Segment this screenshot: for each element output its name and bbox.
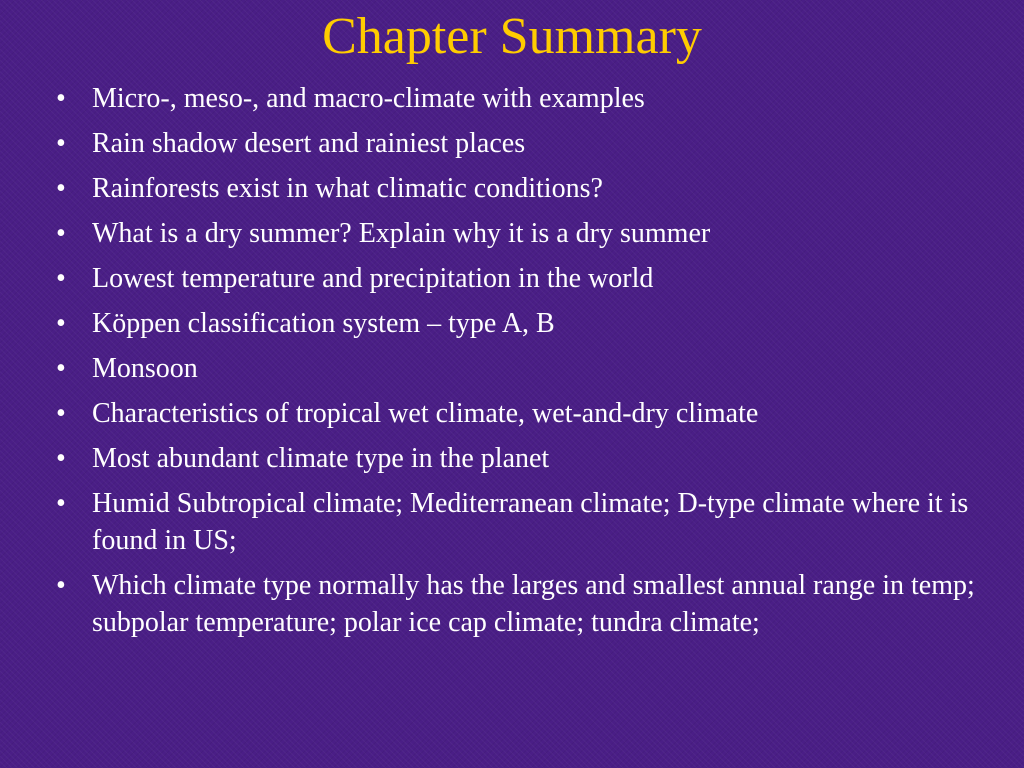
bullet-item xyxy=(56,305,996,342)
bullet-text: Which climate type normally has the larges and smallest annual range in temp; subpolar temperature; polar ice cap climate; tundra climate; xyxy=(92,570,975,638)
bullet-icon: • xyxy=(56,218,66,249)
bullet-text: Monsoon xyxy=(92,353,198,384)
bullet-item xyxy=(56,440,996,477)
bullet-item xyxy=(56,395,996,432)
bullet-item xyxy=(56,567,996,641)
bullet-item xyxy=(56,485,996,559)
bullet-item xyxy=(56,215,996,252)
bullet-text: Rainforests exist in what climatic conditions? xyxy=(92,173,603,204)
slide-title: Chapter Summary xyxy=(322,8,702,65)
bullet-icon: • xyxy=(56,173,66,204)
bullet-item xyxy=(56,80,996,117)
bullet-icon: • xyxy=(56,128,66,159)
bullet-item xyxy=(56,170,996,207)
bullet-icon: • xyxy=(56,83,66,114)
bullet-item xyxy=(56,125,996,162)
bullet-icon: • xyxy=(56,263,66,294)
bullet-icon: • xyxy=(56,353,66,384)
bullet-item xyxy=(56,350,996,387)
bullet-icon: • xyxy=(56,488,66,519)
bullet-item xyxy=(56,260,996,297)
bullet-icon: • xyxy=(56,398,66,429)
bullet-icon: • xyxy=(56,308,66,339)
bullet-text: What is a dry summer? Explain why it is a dry summer xyxy=(92,218,711,249)
bullet-text: Lowest temperature and precipitation in the world xyxy=(92,263,654,294)
bullet-text: Micro-, meso-, and macro-climate with examples xyxy=(92,83,645,114)
bullet-text: Rain shadow desert and rainiest places xyxy=(92,128,526,159)
bullet-list xyxy=(56,80,996,649)
bullet-text: Most abundant climate type in the planet xyxy=(92,443,550,474)
bullet-text: Humid Subtropical climate; Mediterranean climate; D-type climate where it is found in US; xyxy=(92,488,969,556)
bullet-text: Köppen classification system – type A, B xyxy=(92,308,555,339)
bullet-icon: • xyxy=(56,570,66,601)
bullet-text: Characteristics of tropical wet climate, wet-and-dry climate xyxy=(92,398,759,429)
bullet-icon: • xyxy=(56,443,66,474)
